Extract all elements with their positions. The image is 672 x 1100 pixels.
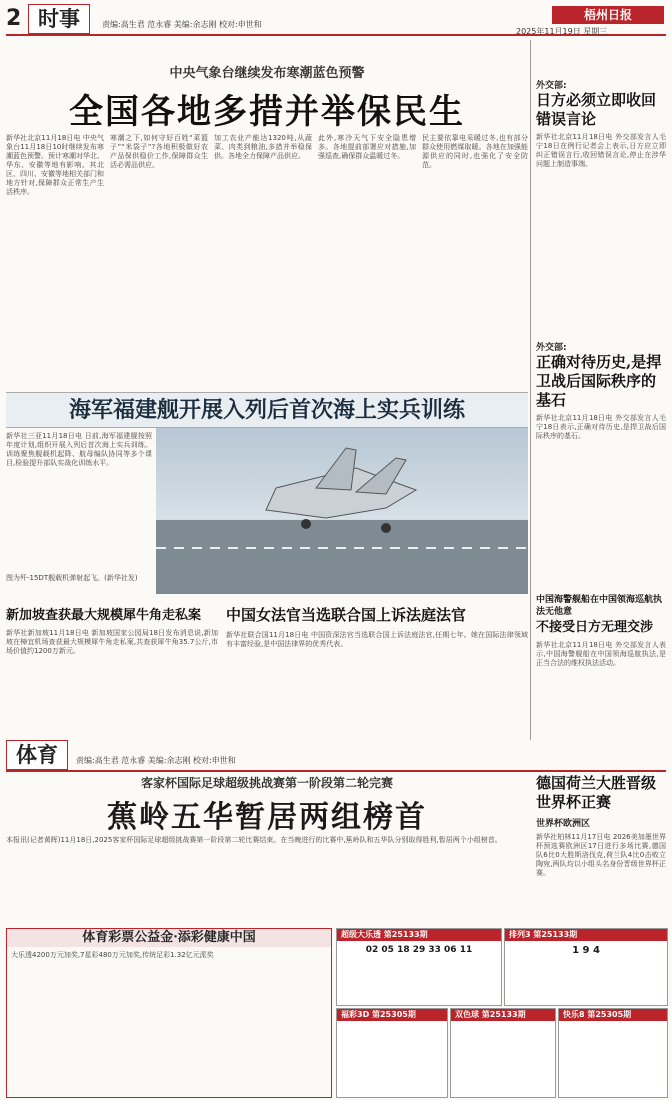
sports-kicker: 客家杯国际足球超级挑战赛第一阶段第二轮完赛 <box>140 776 393 790</box>
lottery-box-2 <box>504 928 668 1006</box>
sports-header <box>6 740 666 772</box>
fighter-jet-image <box>156 428 528 594</box>
lottery-panel <box>6 928 332 1098</box>
side3-title: 中国海警舰船在中国领海巡航执法无他意 <box>536 595 663 617</box>
lottery-tagline: 大乐透4200万元加奖,7星彩480万元加奖,传统足彩1.32亿元派奖 <box>11 951 214 959</box>
lottery-box-2-numbers: 1 9 4 <box>572 945 600 956</box>
editor-credits: 责编:高生君 范永睿 美编:余志刚 校对:申世和 <box>102 20 262 29</box>
lottery-box-4-title: 双色球 第25133期 <box>451 1009 555 1021</box>
side2-body: 新华社北京11月18日电 外交部发言人毛宁18日表示,正确对待历史,是捍卫战后国际秩序的基石。 <box>536 414 666 440</box>
lead-body <box>6 134 528 390</box>
worldcup-body: 新华社柏林11月17日电 2026美加墨世界杯预选赛欧洲区17日进行多场比赛,德国队6比0大胜斯洛伐克,荷兰队4比0击败立陶宛,两队均以小组头名身份晋级世界杯正赛。 <box>536 833 666 877</box>
side1-title: 日方必须立即收回错误言论 <box>536 91 657 128</box>
section-title: 时事 <box>28 4 90 34</box>
lottery-box-1-numbers: 02 05 18 29 33 06 11 <box>365 945 473 955</box>
lottery-box-3-title: 福彩3D 第25305期 <box>337 1009 447 1021</box>
paper-name: 梧州日报 <box>552 6 664 24</box>
lead-col-2: 寒潮之下,如何守好百姓“菜篮子”“米袋子”?各地积极做好农产品保供稳价工作,保障群众生活必需品供应。 <box>110 134 208 169</box>
side3-subtitle: 不接受日方无理交涉 <box>536 620 654 635</box>
page-number: 2 <box>6 6 22 31</box>
lottery-box-1-title: 超级大乐透 第25133期 <box>337 929 501 941</box>
judge-body: 新华社联合国11月18日电 中国资深法官当选联合国上诉法庭法官,任期七年。她在国际法律领域有丰富经验,是中国法律界的优秀代表。 <box>226 631 528 648</box>
navy-body: 新华社三亚11月18日电 日前,海军福建舰按照年度计划,组织开展入列后首次海上实兵训练。训练聚焦舰载机起降、航母编队协同等多个课目,检验提升部队实战化训练水平。 <box>6 432 152 467</box>
judge-title: 中国女法官当选联合国上诉法庭法官 <box>226 606 467 624</box>
side1-body: 新华社北京11月18日电 外交部发言人毛宁18日在例行记者会上表示,日方应立即纠正错误言行,收回错误言论,停止在涉华问题上制造事端。 <box>536 133 666 168</box>
jet-photo <box>156 428 528 594</box>
lottery-box-1 <box>336 928 502 1006</box>
sg-body: 新华社新加坡11月18日电 新加坡国家公园局18日发布消息说,新加坡在樟宜机场查获最大规模犀牛角走私案,共查获犀牛角35.7公斤,市场价值约1200万新元。 <box>6 629 218 655</box>
worldcup-story <box>536 774 666 943</box>
navy-headline: 海军福建舰开展入列后首次海上实兵训练 <box>6 392 528 428</box>
lottery-box-2-title: 排列3 第25133期 <box>505 929 667 941</box>
sports-body: 本报讯(记者黄晖)11月18日,2025客家杯国际足球超级挑战赛第一阶段第二轮比赛结束。在当晚进行的比赛中,蕉岭队和五华队分别取得胜利,暂居两个小组榜首。 <box>6 836 502 844</box>
sports-editors: 责编:高生君 范永睿 美编:余志刚 校对:申世和 <box>76 756 236 765</box>
side2-label: 外交部: <box>536 343 567 353</box>
issue-date: 2025年11月19日 星期三 <box>516 27 608 36</box>
worldcup-title: 德国荷兰大胜晋级世界杯正赛 <box>536 774 657 811</box>
judge-story <box>226 604 528 731</box>
column-divider <box>530 40 531 740</box>
lottery-box-3 <box>336 1008 448 1098</box>
lottery-box-5 <box>558 1008 668 1098</box>
lead-kicker: 中央气象台继续发布寒潮蓝色预警 <box>169 66 365 81</box>
lottery-box-5-title: 快乐8 第25305期 <box>559 1009 667 1021</box>
lead-col-5: 民主要依靠电采暖过冬,也有部分群众使用燃煤取暖。各地在加强能源供应的同时,也强化了安全防范。 <box>422 134 528 169</box>
lead-col-3: 加工农业产能达1320吨,从蔬菜、肉类到粮油,多措并举稳保供。各地全力保障产品供应。 <box>214 134 312 160</box>
photo-credit: 图为歼-15DT舰载机弹射起飞。(新华社发) <box>6 574 138 582</box>
sports-headline: 蕉岭五华暂居两组榜首 <box>107 800 427 835</box>
side2-title: 正确对待历史,是捍卫战后国际秩序的基石 <box>536 353 662 409</box>
worldcup-source: 世界杯欧洲区 <box>536 819 591 829</box>
sg-title: 新加坡查获最大规模犀牛角走私案 <box>6 608 202 623</box>
lottery-box-4 <box>450 1008 556 1098</box>
lead-col-1: 新华社北京11月18日电 中央气象台11月18日10时继续发布寒潮蓝色预警。预计寒潮对华北、华东、安徽等地有影响。其北区、四川、安徽等地相关部门和地方针对,保障群众正常生产生活秩序。 <box>6 134 104 196</box>
navy-story <box>6 432 152 596</box>
sg-story <box>6 604 218 735</box>
side1-label: 外交部: <box>536 81 567 91</box>
lead-headline: 全国各地多措并举保民生 <box>69 92 465 132</box>
sports-section-title: 体育 <box>6 740 68 770</box>
lead-col-4: 此外,寒冷天气下安全隐患增多。各地提前部署应对措施,加强巡查,确保群众温暖过冬。 <box>318 134 416 160</box>
page-header <box>6 4 666 36</box>
side3-body: 新华社北京11月18日电 外交部发言人表示,中国海警舰船在中国领海巡航执法,是正当合法的维权执法活动。 <box>536 641 666 667</box>
lottery-title: 体育彩票公益金·添彩健康中国 <box>7 929 331 947</box>
